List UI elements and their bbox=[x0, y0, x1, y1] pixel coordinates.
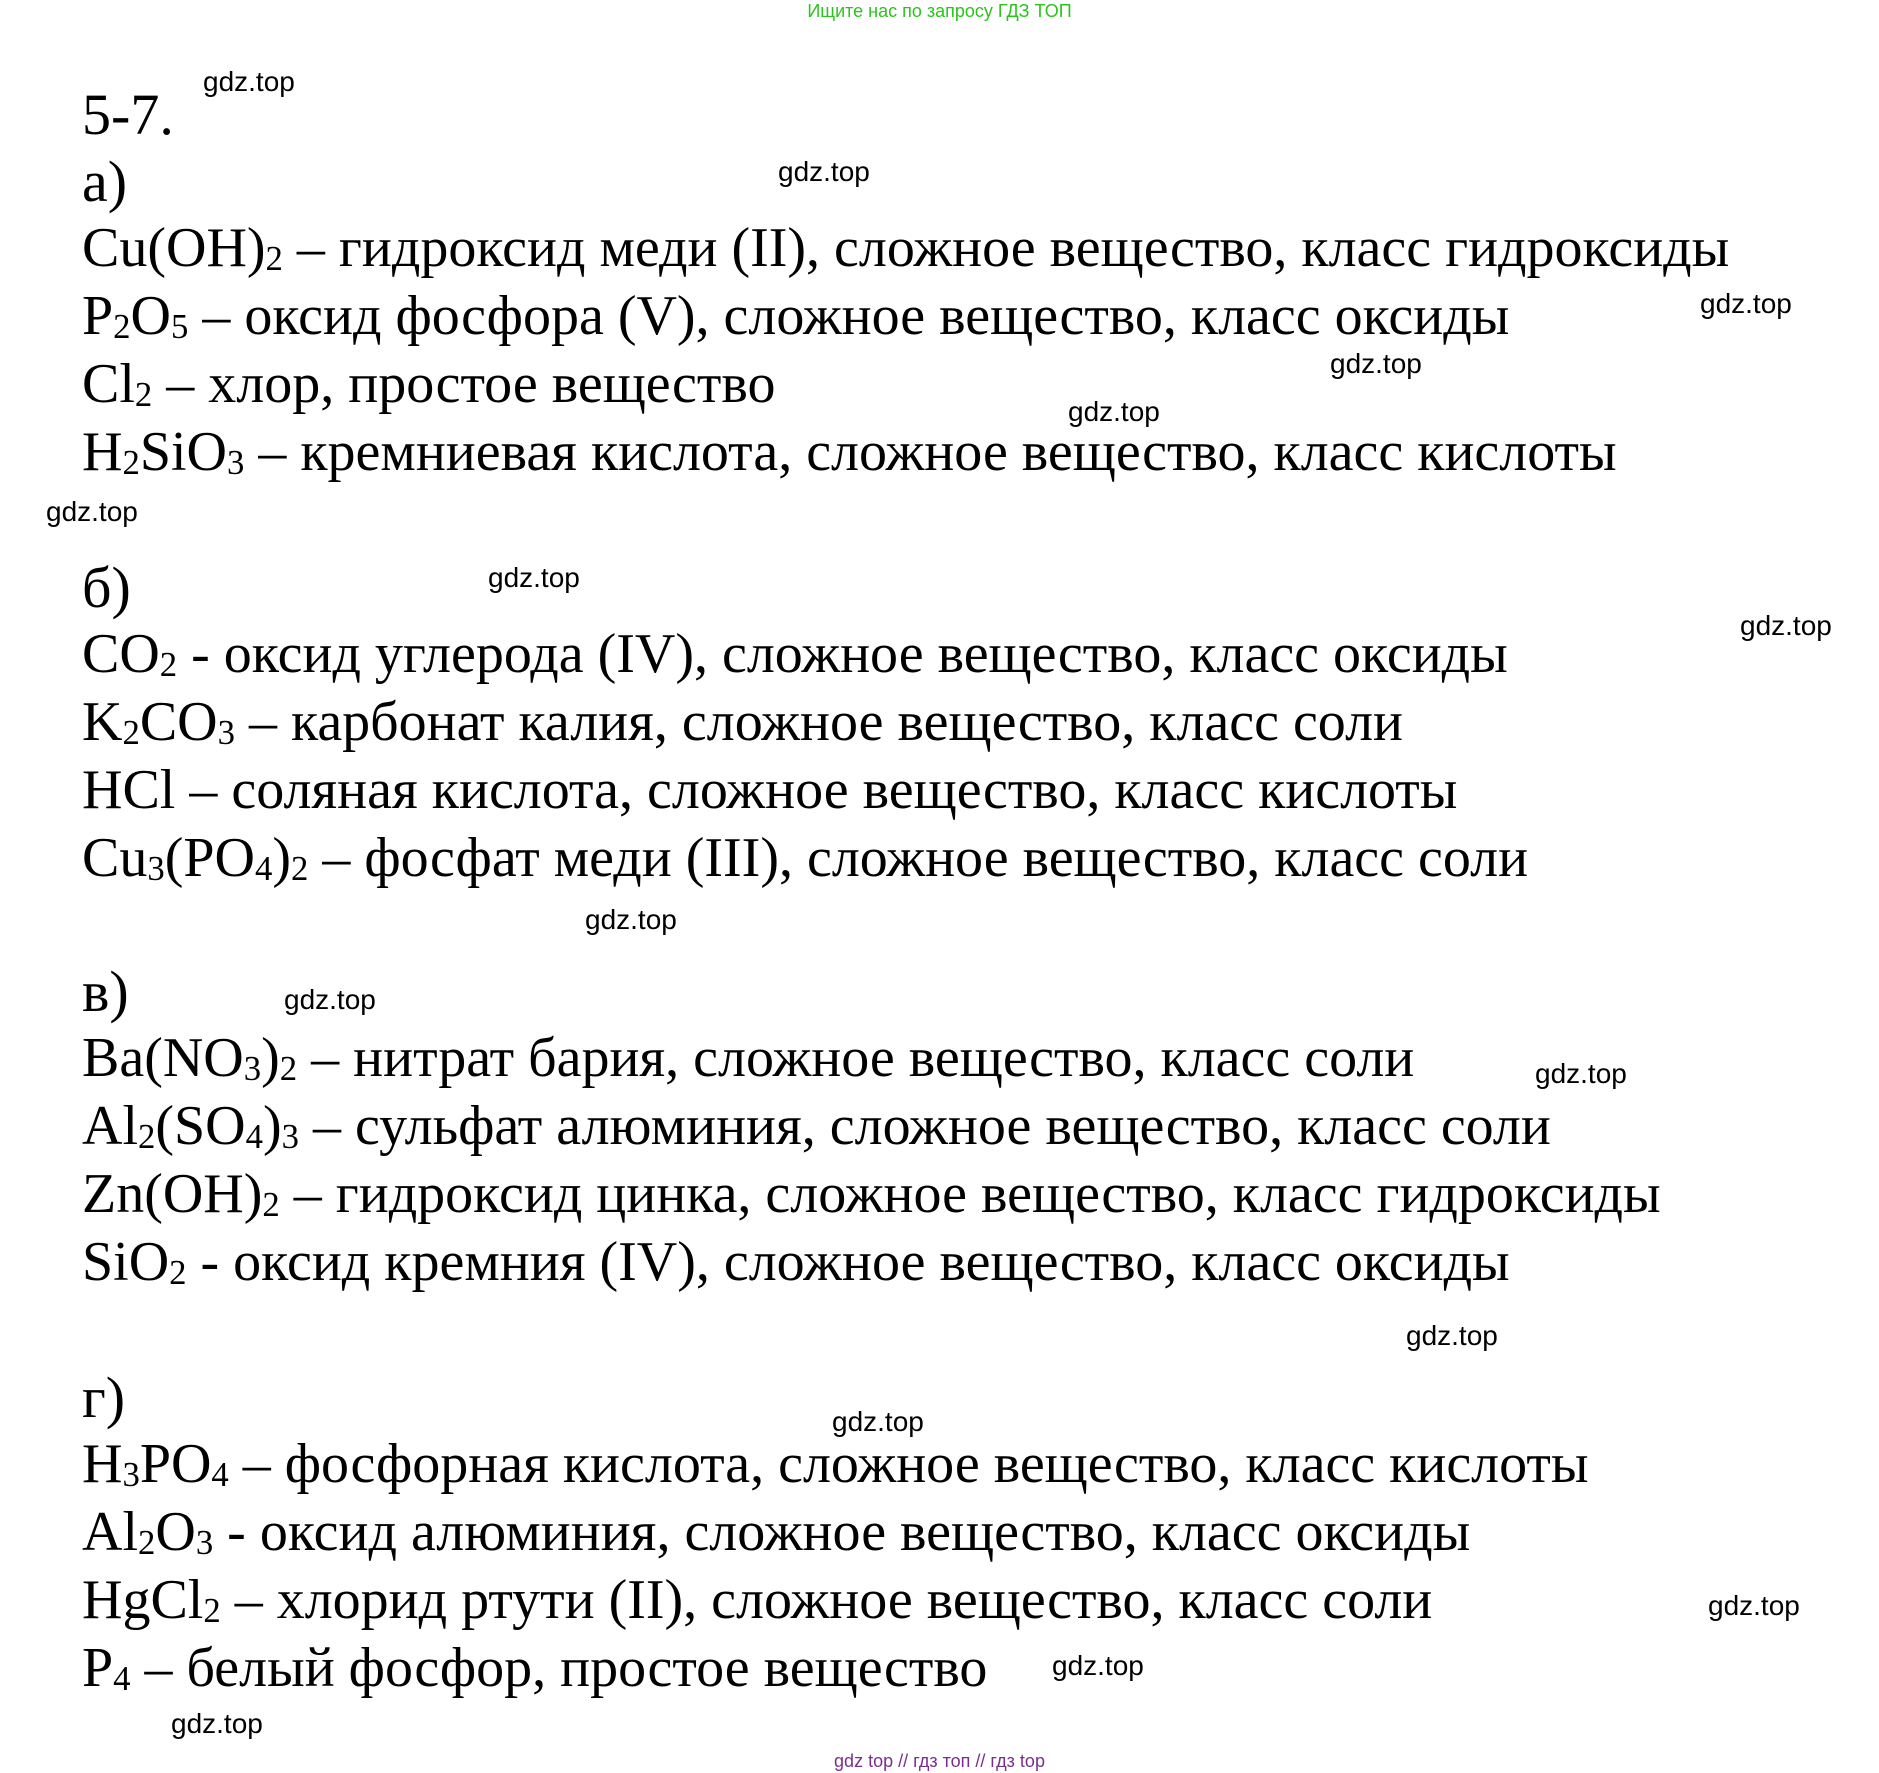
compound-description: – фосфат меди (III), сложное вещество, класс соли bbox=[308, 827, 1529, 889]
problem-number: 5-7. bbox=[82, 82, 174, 147]
section-lines bbox=[82, 1430, 1862, 1702]
chemical-formula: $CO_2$ bbox=[82, 623, 178, 685]
chemical-formula: $H_2SiO_3$ bbox=[82, 421, 245, 483]
compound-line bbox=[82, 418, 1862, 486]
compound-description: – соляная кислота, сложное вещество, класс кислоты bbox=[175, 759, 1458, 821]
watermark: gdz.top bbox=[1700, 288, 1792, 319]
section-g bbox=[82, 1366, 1862, 1702]
watermark: gdz.top bbox=[1068, 396, 1160, 427]
compound-line bbox=[82, 214, 1862, 282]
chemical-formula: $P_4$ bbox=[82, 1637, 131, 1699]
compound-description: – нитрат бария, сложное вещество, класс соли bbox=[297, 1027, 1415, 1089]
compound-line bbox=[82, 282, 1862, 350]
chemical-formula: $P_2O_5$ bbox=[82, 285, 189, 347]
watermark: gdz.top bbox=[1406, 1320, 1498, 1351]
compound-line bbox=[82, 1566, 1862, 1634]
compound-line bbox=[82, 1430, 1862, 1498]
watermark: gdz.top bbox=[171, 1708, 263, 1739]
compound-description: – белый фосфор, простое вещество bbox=[130, 1637, 988, 1699]
watermark: gdz.top bbox=[832, 1406, 924, 1437]
watermark: gdz.top bbox=[1535, 1058, 1627, 1089]
compound-line bbox=[82, 1498, 1862, 1566]
compound-line bbox=[82, 620, 1862, 688]
chemical-formula: $Al_2(SO_4)_3$ bbox=[82, 1095, 299, 1157]
watermark: gdz.top bbox=[585, 904, 677, 935]
section-label: а) bbox=[82, 149, 128, 214]
compound-description: - оксид алюминия, сложное вещество, класс оксиды bbox=[213, 1501, 1471, 1563]
section-b bbox=[82, 556, 1862, 892]
watermark: gdz.top bbox=[1740, 610, 1832, 641]
compound-description: – гидроксид цинка, сложное вещество, класс гидроксиды bbox=[279, 1163, 1661, 1225]
section-lines bbox=[82, 214, 1862, 486]
compound-description: – фосфорная кислота, сложное вещество, класс кислоты bbox=[228, 1433, 1589, 1495]
compound-line bbox=[82, 756, 1862, 824]
watermark: gdz.top bbox=[1052, 1650, 1144, 1681]
footer-banner: gdz top // гдз топ // гдз top bbox=[834, 1751, 1045, 1771]
watermark: gdz.top bbox=[1708, 1590, 1800, 1621]
watermark: gdz.top bbox=[778, 156, 870, 187]
chemical-formula: $Cl_2$ bbox=[82, 353, 153, 415]
chemical-formula: HCl bbox=[82, 759, 176, 821]
compound-description: – хлор, простое вещество bbox=[152, 353, 776, 415]
chemical-formula: $Cu(OH)_2$ bbox=[82, 217, 283, 279]
chemical-formula: $K_2CO_3$ bbox=[82, 691, 235, 753]
chemical-formula: SiO$_2$ bbox=[82, 1231, 187, 1293]
watermark: gdz.top bbox=[1330, 348, 1422, 379]
watermark: gdz.top bbox=[203, 66, 295, 97]
chemical-formula: $Ba(NO_3)_2$ bbox=[82, 1027, 298, 1089]
compound-description: - оксид кремния (IV), сложное вещество, класс оксиды bbox=[186, 1231, 1510, 1293]
watermark: gdz.top bbox=[46, 496, 138, 527]
compound-line bbox=[82, 1092, 1862, 1160]
compound-line bbox=[82, 824, 1862, 892]
compound-description: - оксид углерода (IV), сложное вещество, класс оксиды bbox=[177, 623, 1508, 685]
compound-description: – гидроксид меди (II), сложное вещество, класс гидроксиды bbox=[282, 217, 1730, 279]
compound-line bbox=[82, 1634, 1862, 1702]
compound-description: – сульфат алюминия, сложное вещество, класс соли bbox=[298, 1095, 1551, 1157]
compound-description: – кремниевая кислота, сложное вещество, класс кислоты bbox=[244, 421, 1617, 483]
compound-line bbox=[82, 1228, 1862, 1296]
section-lines bbox=[82, 620, 1862, 892]
compound-line bbox=[82, 350, 1862, 418]
watermark: gdz.top bbox=[284, 984, 376, 1015]
compound-description: – оксид фосфора (V), сложное вещество, класс оксиды bbox=[188, 285, 1510, 347]
section-label: г) bbox=[82, 1365, 126, 1430]
watermark: gdz.top bbox=[488, 562, 580, 593]
chemical-formula: HgCl$_2$ bbox=[82, 1569, 221, 1631]
compound-line bbox=[82, 688, 1862, 756]
section-label: в) bbox=[82, 959, 129, 1024]
compound-line bbox=[82, 1160, 1862, 1228]
section-a bbox=[82, 150, 1862, 486]
section-label: б) bbox=[82, 555, 131, 620]
compound-description: – карбонат калия, сложное вещество, класс соли bbox=[234, 691, 1403, 753]
chemical-formula: $Zn(OH)_2$ bbox=[82, 1163, 280, 1225]
chemical-formula: $H_3PO_4$ bbox=[82, 1433, 229, 1495]
header-banner: Ищите нас по запросу ГДЗ ТОП bbox=[807, 1, 1072, 21]
compound-description: – хлорид ртути (II), сложное вещество, класс соли bbox=[220, 1569, 1433, 1631]
chemical-formula: $Al_2O_3$ bbox=[82, 1501, 214, 1563]
chemical-formula: $Cu_3(PO_4)_2$ bbox=[82, 827, 309, 889]
